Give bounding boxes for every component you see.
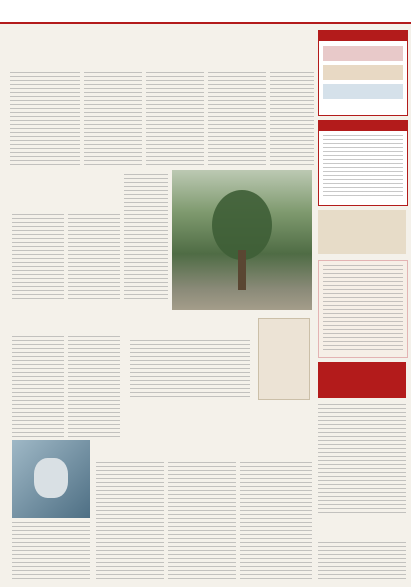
heart-text-col2: [96, 462, 164, 582]
school-text-col3: [124, 174, 168, 302]
village-photo: [172, 170, 312, 310]
school-text-col2: [68, 214, 120, 302]
lead-text-col2: [84, 72, 142, 168]
heart-text-col4: [240, 462, 312, 582]
sidebar-promo: [318, 362, 406, 398]
weather-row: [323, 84, 403, 99]
sidebar-ad: [318, 210, 406, 254]
school-text-col1: [12, 214, 64, 302]
finance-text-col2: [68, 336, 120, 438]
masthead-bar: [0, 0, 411, 24]
heart-pump: [34, 458, 68, 498]
sidebar-table-text: [318, 404, 406, 516]
village-stamp: [258, 318, 310, 400]
weekly-weather-panel: [318, 120, 408, 206]
lead-text-col4: [208, 72, 266, 168]
sidebar-bottom-headline: [318, 522, 406, 538]
weather-row: [323, 46, 403, 61]
heart-text-col1: [12, 522, 90, 582]
sidebar-bottom-text: [318, 542, 406, 582]
village-text: [130, 340, 250, 398]
tree-trunk: [238, 250, 246, 290]
weekly-weather-text: [323, 135, 403, 199]
lead-text-col5: [270, 72, 314, 168]
weekly-weather-title: [319, 121, 407, 131]
weather-title: [319, 31, 407, 41]
sidebar-info-box: [318, 260, 408, 358]
finance-text-col1: [12, 336, 64, 438]
heart-text-col3: [168, 462, 236, 582]
lead-text-col3: [146, 72, 204, 168]
sidebar-info-text: [323, 265, 403, 351]
lead-text-col1: [10, 72, 80, 168]
heart-device-photo: [12, 440, 90, 518]
weather-panel: [318, 30, 408, 116]
weather-row: [323, 65, 403, 80]
